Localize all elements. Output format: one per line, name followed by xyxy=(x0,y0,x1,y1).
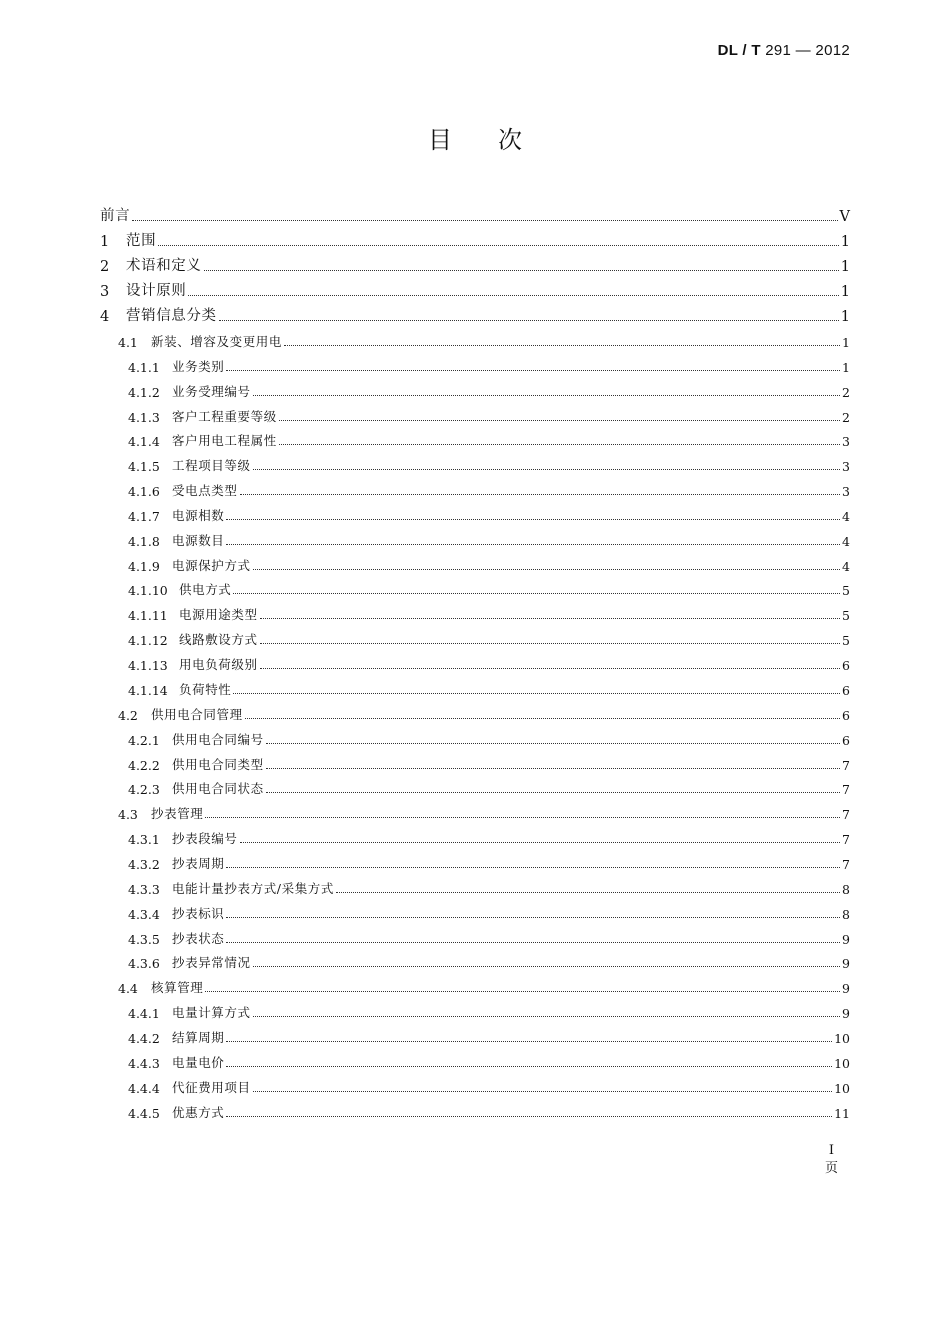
toc-entry[interactable] xyxy=(100,250,850,275)
toc-entry-page: 11 xyxy=(834,1105,850,1121)
toc-entry-title: 受电点类型 xyxy=(172,483,238,499)
toc-entry-page: V xyxy=(839,209,850,225)
toc-entry-page: 7 xyxy=(842,807,850,823)
toc-entry-title: 业务受理编号 xyxy=(172,383,251,399)
toc-entry-title: 客户工程重要等级 xyxy=(172,408,277,424)
toc-entry-title: 供用电合同状态 xyxy=(172,781,264,797)
toc-entry-number: 4.4.4 xyxy=(128,1080,160,1096)
toc-dot-leader xyxy=(245,718,840,719)
toc-entry[interactable] xyxy=(100,723,850,748)
toc-dot-leader xyxy=(253,395,840,396)
toc-entry-page: 2 xyxy=(842,384,850,400)
toc-dot-leader xyxy=(226,1116,832,1117)
toc-dot-leader xyxy=(226,1041,832,1042)
toc-dot-leader xyxy=(253,469,840,470)
toc-entry-number: 4.1.1 xyxy=(128,359,160,375)
toc-entry-number: 4.1.8 xyxy=(128,533,160,549)
toc-entry[interactable] xyxy=(100,549,850,574)
toc-dot-leader xyxy=(205,817,840,818)
toc-entry-title: 电源用途类型 xyxy=(179,607,258,623)
toc-dot-leader xyxy=(226,519,840,520)
toc-entry-title: 电量电价 xyxy=(172,1054,225,1070)
toc-entry-title: 抄表状态 xyxy=(172,930,225,946)
toc-entry-title: 负荷特性 xyxy=(179,681,232,697)
toc-entry-title: 营销信息分类 xyxy=(126,308,217,324)
toc-entry[interactable] xyxy=(100,325,850,350)
toc-entry-title: 业务类别 xyxy=(172,358,225,374)
toc-entry-number: 4.2 xyxy=(118,707,138,723)
toc-entry[interactable] xyxy=(100,748,850,773)
toc-entry-title: 设计原则 xyxy=(126,283,187,299)
toc-entry-number: 4.3.3 xyxy=(128,881,160,897)
toc-entry-title: 供用电合同管理 xyxy=(151,706,243,722)
toc-dot-leader xyxy=(260,618,840,619)
toc-entry-number: 4.4.2 xyxy=(128,1031,160,1047)
toc-dot-leader xyxy=(253,1091,832,1092)
toc-entry[interactable] xyxy=(100,773,850,798)
toc-dot-leader xyxy=(226,867,840,868)
toc-entry-title: 范围 xyxy=(126,233,157,249)
toc-entry-page: 3 xyxy=(842,484,850,500)
toc-entry-number: 4.2.1 xyxy=(128,732,160,748)
toc-entry[interactable] xyxy=(100,996,850,1021)
toc-entry-number: 3 xyxy=(100,284,110,300)
toc-dot-leader xyxy=(205,991,840,992)
toc-entry[interactable] xyxy=(100,623,850,648)
toc-entry-number: 4.1.2 xyxy=(128,384,160,400)
toc-entry-title: 电能计量抄表方式/采集方式 xyxy=(172,880,335,896)
toc-entry-number: 4.1.4 xyxy=(128,434,160,450)
toc-entry-page: 5 xyxy=(842,583,850,599)
toc-dot-leader xyxy=(226,370,840,371)
toc-entry[interactable] xyxy=(100,922,850,947)
toc-dot-leader xyxy=(226,1066,832,1067)
toc-entry[interactable] xyxy=(100,872,850,897)
toc-entry[interactable] xyxy=(100,1046,850,1071)
toc-entry-number: 4 xyxy=(100,309,110,325)
toc-entry-page: 6 xyxy=(842,707,850,723)
toc-entry-title: 供用电合同类型 xyxy=(172,756,264,772)
toc-entry-title: 核算管理 xyxy=(151,980,204,996)
toc-dot-leader xyxy=(219,320,839,321)
toc-entry-page: 9 xyxy=(842,956,850,972)
toc-entry-page: 5 xyxy=(842,633,850,649)
toc-entry-title: 用电负荷级别 xyxy=(179,656,258,672)
toc-entry[interactable] xyxy=(100,822,850,847)
toc-dot-leader xyxy=(279,444,840,445)
toc-entry-page: 6 xyxy=(842,732,850,748)
document-code xyxy=(718,42,850,59)
toc-dot-leader xyxy=(132,220,837,221)
toc-entry-number: 4.3.1 xyxy=(128,832,160,848)
toc-entry[interactable] xyxy=(100,425,850,450)
toc-entry-page: 7 xyxy=(842,757,850,773)
toc-entry-page: 6 xyxy=(842,657,850,673)
toc-entry-number: 4.3.4 xyxy=(128,906,160,922)
toc-entry-title: 供电方式 xyxy=(179,582,232,598)
toc-dot-leader xyxy=(266,768,840,769)
toc-entry-page: 1 xyxy=(842,359,850,375)
toc-entry-number: 4.1.6 xyxy=(128,484,160,500)
toc-dot-leader xyxy=(233,693,840,694)
toc-entry[interactable] xyxy=(100,797,850,822)
toc-entry-page: 1 xyxy=(840,234,850,250)
toc-entry-page: 9 xyxy=(842,931,850,947)
toc-dot-leader xyxy=(279,420,840,421)
toc-entry[interactable] xyxy=(100,300,850,325)
toc-entry-title: 供用电合同编号 xyxy=(172,731,264,747)
toc-entry-page: 6 xyxy=(842,682,850,698)
toc-entry-number: 4.4 xyxy=(118,981,138,997)
toc-entry-page: 5 xyxy=(842,608,850,624)
toc-entry-title: 代征费用项目 xyxy=(172,1079,251,1095)
toc-entry-title: 线路敷设方式 xyxy=(179,632,258,648)
toc-dot-leader xyxy=(204,270,839,271)
toc-entry-page: 2 xyxy=(842,409,850,425)
toc-entry[interactable] xyxy=(100,524,850,549)
toc-entry-number: 4.1.10 xyxy=(128,583,168,599)
toc-entry-page: 7 xyxy=(842,782,850,798)
toc-entry-number: 4.1.9 xyxy=(128,558,160,574)
toc-entry-number: 1 xyxy=(100,234,110,250)
toc-entry-number: 4.1.14 xyxy=(128,682,168,698)
toc-dot-leader xyxy=(253,966,840,967)
toc-dot-leader xyxy=(240,842,840,843)
toc-entry[interactable] xyxy=(100,474,850,499)
toc-entry-page: 3 xyxy=(842,459,850,475)
toc-dot-leader xyxy=(260,643,840,644)
toc-entry-number: 4.1.12 xyxy=(128,633,168,649)
toc-entry-title: 电源相数 xyxy=(172,507,225,523)
toc-dot-leader xyxy=(158,245,839,246)
toc-entry[interactable] xyxy=(100,648,850,673)
toc-entry-title: 客户用电工程属性 xyxy=(172,433,277,449)
toc-entry[interactable] xyxy=(100,400,850,425)
toc-entry[interactable] xyxy=(100,1096,850,1121)
toc-entry-title: 电源数目 xyxy=(172,532,225,548)
toc-entry-page: 8 xyxy=(842,881,850,897)
toc-entry[interactable] xyxy=(100,200,850,225)
toc-entry-title: 前言 xyxy=(100,208,131,224)
toc-entry[interactable] xyxy=(100,971,850,996)
toc-entry[interactable] xyxy=(100,847,850,872)
table-of-contents xyxy=(100,200,850,1121)
toc-entry[interactable] xyxy=(100,350,850,375)
toc-dot-leader xyxy=(336,892,840,893)
toc-entry-number: 4.1.3 xyxy=(128,409,160,425)
document-code-number: 291 — 2012 xyxy=(765,42,850,59)
toc-entry-title: 电量计算方式 xyxy=(172,1005,251,1021)
toc-dot-leader xyxy=(188,295,838,296)
toc-entry[interactable] xyxy=(100,499,850,524)
toc-entry-page: 4 xyxy=(842,558,850,574)
toc-entry-title: 抄表标识 xyxy=(172,905,225,921)
toc-entry-page: 1 xyxy=(840,309,850,325)
toc-entry[interactable] xyxy=(100,1021,850,1046)
toc-entry-page: 10 xyxy=(834,1055,850,1071)
toc-entry-page: 10 xyxy=(834,1031,850,1047)
toc-dot-leader xyxy=(266,743,840,744)
toc-entry-number: 4.2.3 xyxy=(128,782,160,798)
page-label: 页 xyxy=(824,1161,838,1176)
toc-entry[interactable] xyxy=(100,375,850,400)
toc-dot-leader xyxy=(266,792,840,793)
toc-entry-page: 1 xyxy=(840,284,850,300)
toc-entry[interactable] xyxy=(100,598,850,623)
toc-entry-title: 工程项目等级 xyxy=(172,458,251,474)
toc-dot-leader xyxy=(284,345,840,346)
toc-entry[interactable] xyxy=(100,275,850,300)
toc-entry[interactable] xyxy=(100,225,850,250)
toc-entry-number: 4.3.5 xyxy=(128,931,160,947)
toc-entry-title: 术语和定义 xyxy=(126,258,202,274)
toc-entry-page: 1 xyxy=(840,259,850,275)
toc-entry-title: 新装、增容及变更用电 xyxy=(151,334,283,349)
toc-entry-page: 10 xyxy=(834,1080,850,1096)
toc-dot-leader xyxy=(226,917,840,918)
toc-entry-page: 7 xyxy=(842,857,850,873)
toc-entry-number: 4.1.5 xyxy=(128,459,160,475)
toc-dot-leader xyxy=(226,942,840,943)
toc-dot-leader xyxy=(240,494,840,495)
toc-entry-title: 抄表管理 xyxy=(151,806,204,822)
toc-entry-title: 抄表异常情况 xyxy=(172,955,251,971)
toc-entry-page: 8 xyxy=(842,906,850,922)
toc-entry-number: 2 xyxy=(100,259,110,275)
toc-entry[interactable] xyxy=(100,574,850,599)
toc-entry-number: 4.3.2 xyxy=(128,857,160,873)
toc-entry-title: 优惠方式 xyxy=(172,1104,225,1120)
toc-entry-number: 4.1.13 xyxy=(128,657,168,673)
page-title: 目次 xyxy=(428,126,568,154)
toc-entry[interactable] xyxy=(100,947,850,972)
toc-entry-number: 4.2.2 xyxy=(128,757,160,773)
toc-entry-number: 4.1.11 xyxy=(128,608,168,624)
toc-entry-page: 9 xyxy=(842,981,850,997)
toc-entry-number: 4.1 xyxy=(118,335,138,350)
toc-entry-title: 电源保护方式 xyxy=(172,557,251,573)
toc-entry-title: 抄表周期 xyxy=(172,856,225,872)
toc-entry-number: 4.1.7 xyxy=(128,508,160,524)
toc-dot-leader xyxy=(233,593,840,594)
toc-entry-page: 9 xyxy=(842,1006,850,1022)
toc-entry-page: 4 xyxy=(842,533,850,549)
toc-entry-page: 1 xyxy=(842,335,850,350)
toc-dot-leader xyxy=(253,1016,840,1017)
toc-entry-number: 4.4.5 xyxy=(128,1105,160,1121)
toc-entry-page: 3 xyxy=(842,434,850,450)
toc-entry[interactable] xyxy=(100,698,850,723)
toc-entry-page: 4 xyxy=(842,508,850,524)
page-number: I xyxy=(828,1143,835,1158)
toc-dot-leader xyxy=(253,569,840,570)
toc-entry[interactable] xyxy=(100,673,850,698)
toc-entry-number: 4.3.6 xyxy=(128,956,160,972)
toc-entry[interactable] xyxy=(100,1071,850,1096)
toc-entry[interactable] xyxy=(100,897,850,922)
document-code-prefix: DL / T xyxy=(717,42,761,59)
toc-entry-number: 4.3 xyxy=(118,807,138,823)
page-footer xyxy=(825,1142,838,1178)
toc-entry-title: 结算周期 xyxy=(172,1030,225,1046)
toc-entry[interactable] xyxy=(100,449,850,474)
toc-dot-leader xyxy=(226,544,840,545)
toc-entry-number: 4.4.1 xyxy=(128,1006,160,1022)
toc-dot-leader xyxy=(260,668,840,669)
toc-entry-page: 7 xyxy=(842,832,850,848)
toc-entry-number: 4.4.3 xyxy=(128,1055,160,1071)
toc-entry-title: 抄表段编号 xyxy=(172,831,238,847)
